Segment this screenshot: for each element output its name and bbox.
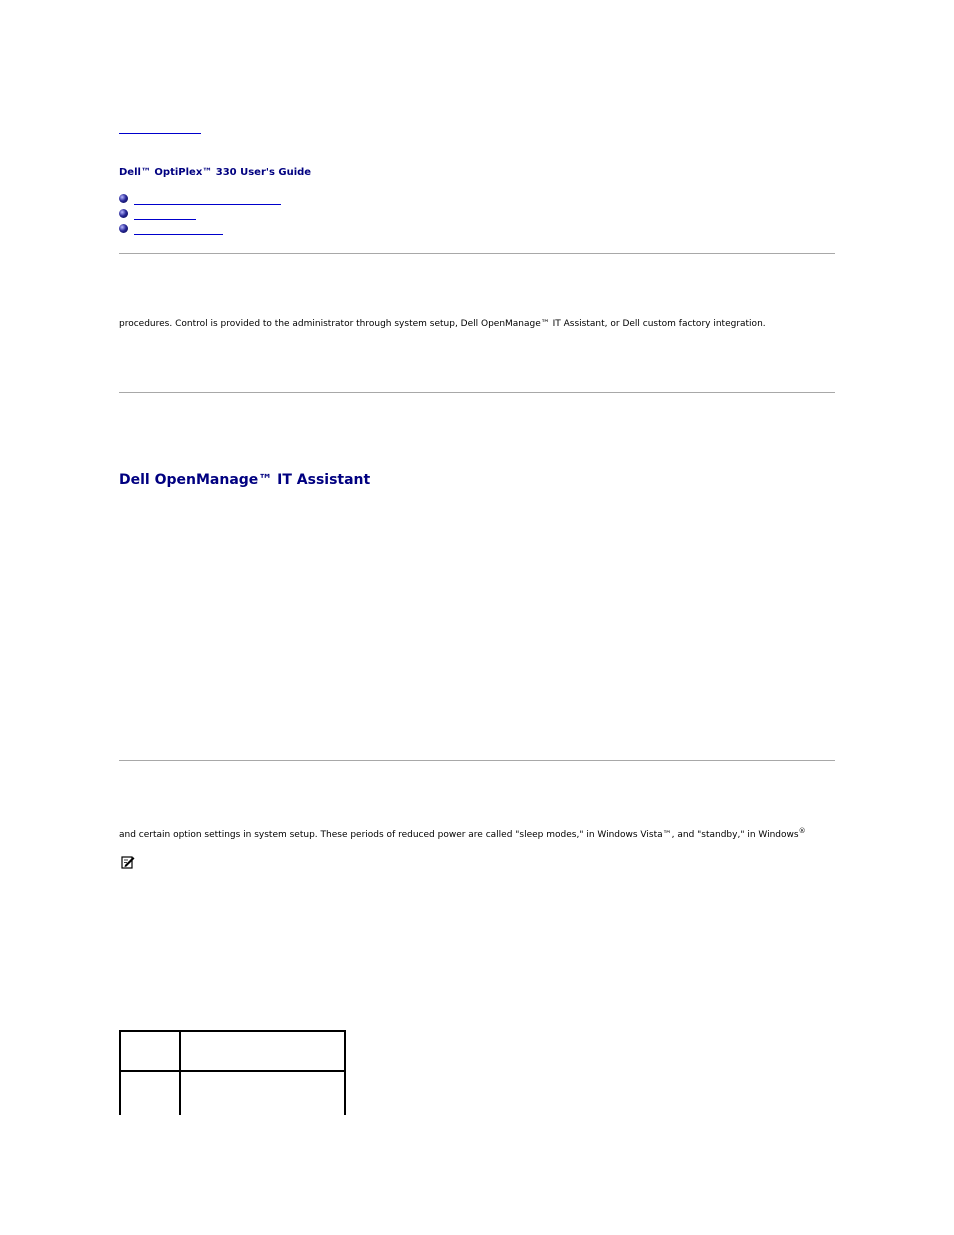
section-divider: [119, 392, 835, 393]
registered-mark: ®: [798, 827, 806, 835]
page-bottom-margin: [0, 1115, 954, 1235]
section-divider: [119, 253, 835, 254]
section-heading: Dell OpenManage™ IT Assistant: [119, 472, 371, 488]
note-pencil-icon: [121, 855, 135, 869]
toc-link[interactable]: [134, 193, 281, 205]
table-row: [120, 1031, 345, 1071]
table-cell: [180, 1031, 345, 1071]
bullet-sphere-icon: [119, 209, 128, 218]
guide-title: Dell™ OptiPlex™ 330 User's Guide: [119, 167, 312, 178]
toc-link[interactable]: [134, 208, 196, 220]
table-cell: [120, 1031, 180, 1071]
bullet-sphere-icon: [119, 194, 128, 203]
body-paragraph: procedures. Control is provided to the administrator through system setup, Dell OpenManage™ IT Assistant, or Dell custom factory integration.: [119, 319, 766, 329]
body-paragraph: [119, 827, 806, 840]
section-divider: [119, 760, 835, 761]
bullet-sphere-icon: [119, 224, 128, 233]
top-back-link[interactable]: [119, 121, 201, 134]
body-paragraph-text: and certain option settings in system setup. These periods of reduced power are called "sleep modes," in Windows Vista™, and "standby," in Windows: [119, 830, 799, 840]
toc-link[interactable]: [134, 223, 223, 235]
